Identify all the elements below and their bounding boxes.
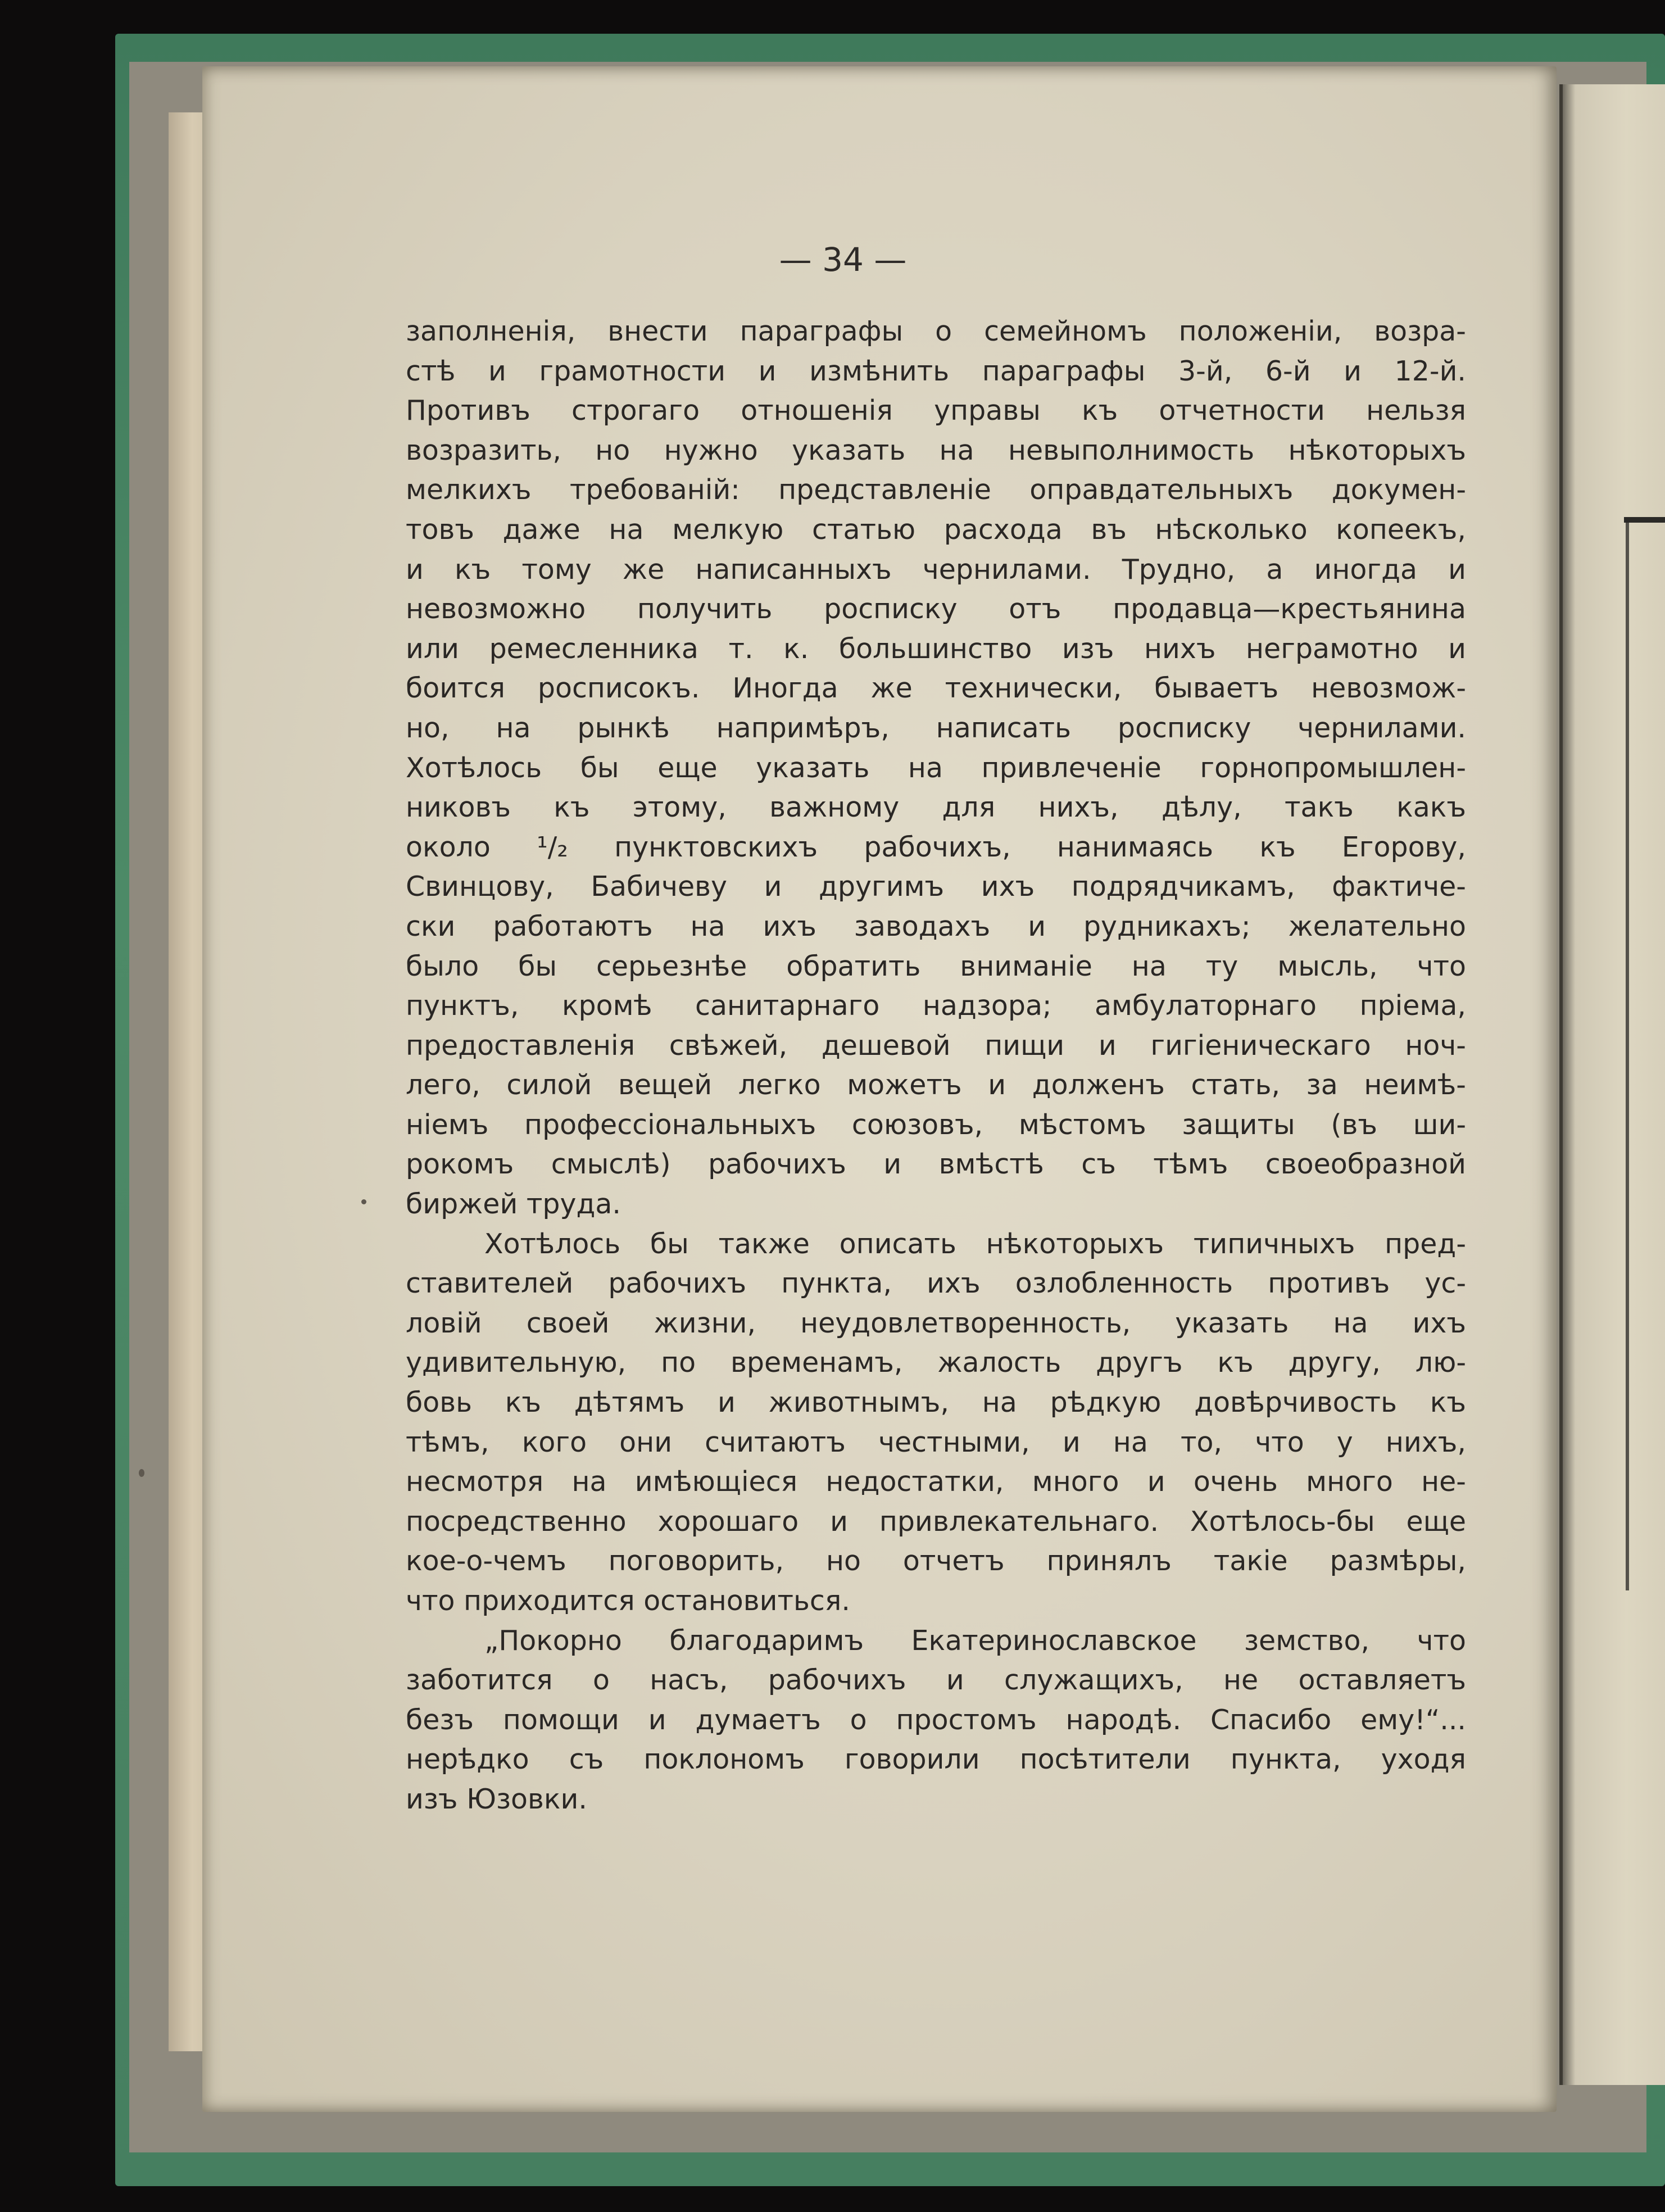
- page-text: [406, 312, 1466, 1820]
- text-line: бовь къ дѣтямъ и животнымъ, на рѣдкую довѣрчивость къ: [406, 1386, 1466, 1419]
- text-line: рокомъ смыслѣ) рабочихъ и вмѣстѣ съ тѣмъ своеобразной: [406, 1148, 1466, 1181]
- text-line: было бы серьезнѣе обратить вниманіе на ту мысль, что: [406, 950, 1466, 982]
- text-line: пунктъ, кромѣ санитарнаго надзора; амбулаторнаго пріема,: [406, 990, 1466, 1022]
- text-line: лего, силой вещей легко можетъ и долженъ стать, за неимѣ-: [406, 1069, 1466, 1102]
- text-line: тѣмъ, кого они считаютъ честными, и на то, что у нихъ,: [406, 1426, 1466, 1458]
- text-line: заполненія, внести параграфы о семейномъ положеніи, возра-: [406, 315, 1466, 347]
- text-line: Хотѣлось бы еще указать на привлеченіе горнопромышлен-: [406, 751, 1466, 784]
- ink-speck: [139, 1469, 144, 1477]
- text-line: несмотря на имѣющіеся недостатки, много и очень много не-: [406, 1466, 1466, 1498]
- text-line: стѣ и грамотности и измѣнить параграфы 3-й, 6-й и 12-й.: [406, 355, 1466, 387]
- text-line: что приходится остановиться.: [406, 1585, 850, 1617]
- text-line: Хотѣлось бы также описать нѣкоторыхъ типичныхъ пред-: [484, 1227, 1466, 1260]
- text-line: ловій своей жизни, неудовлетворенность, указать на ихъ: [406, 1307, 1466, 1339]
- text-line: удивительную, по временамъ, жалость другъ къ другу, лю-: [406, 1347, 1466, 1379]
- text-line: товъ даже на мелкую статью расхода въ нѣсколько копеекъ,: [406, 513, 1466, 546]
- facing-page: [1559, 84, 1665, 2085]
- text-line: боится росписокъ. Иногда же технически, бываетъ невозмож-: [406, 672, 1466, 705]
- text-line: нерѣдко съ поклономъ говорили посѣтители пункта, уходя: [406, 1743, 1466, 1776]
- text-line: или ремесленника т. к. большинство изъ нихъ неграмотно и: [406, 632, 1466, 665]
- text-line: но, на рынкѣ напримѣръ, написать росписку чернилами.: [406, 711, 1466, 744]
- ink-speck: [361, 1199, 366, 1204]
- text-line: и къ тому же написанныхъ чернилами. Трудно, а иногда и: [406, 553, 1466, 586]
- text-line: ніемъ профессіональныхъ союзовъ, мѣстомъ защиты (въ ши-: [406, 1108, 1466, 1141]
- text-line: заботится о насъ, рабочихъ и служащихъ, не оставляетъ: [406, 1664, 1466, 1697]
- text-line: ски работаютъ на ихъ заводахъ и рудникахъ; желательно: [406, 910, 1466, 942]
- page-number: — 34 —: [779, 241, 907, 279]
- text-line: никовъ къ этому, важному для нихъ, дѣлу, такъ какъ: [406, 791, 1466, 824]
- text-line: посредственно хорошаго и привлекательнаго. Хотѣлось-бы еще: [406, 1505, 1466, 1538]
- text-line: ставителей рабочихъ пункта, ихъ озлобленность противъ ус-: [406, 1267, 1466, 1300]
- text-line: Противъ строгаго отношенія управы къ отчетности нельзя: [406, 395, 1466, 427]
- text-line: безъ помощи и думаетъ о простомъ народѣ. Спасибо ему!“...: [406, 1703, 1466, 1736]
- text-line: мелкихъ требованій: представленіе оправдательныхъ докумен-: [406, 474, 1466, 506]
- facing-page-border: [1626, 523, 1629, 1590]
- text-line: изъ Юзовки.: [406, 1783, 587, 1815]
- text-line: биржей труда.: [406, 1188, 621, 1221]
- text-line: кое-о-чемъ поговорить, но отчетъ принялъ такіе размѣры,: [406, 1545, 1466, 1578]
- text-line: возразить, но нужно указать на невыполнимость нѣкоторыхъ: [406, 434, 1466, 466]
- facing-page-rule: [1624, 517, 1665, 523]
- text-line: около ¹/₂ пунктовскихъ рабочихъ, нанимаясь къ Егорову,: [406, 831, 1466, 863]
- text-line: „Покорно благодаримъ Екатеринославское земство, что: [484, 1624, 1466, 1657]
- text-line: Свинцову, Бабичеву и другимъ ихъ подрядчикамъ, фактиче-: [406, 871, 1466, 903]
- text-line: предоставленія свѣжей, дешевой пищи и гигіеническаго ноч-: [406, 1029, 1466, 1062]
- text-line: невозможно получить росписку отъ продавца—крестьянина: [406, 593, 1466, 625]
